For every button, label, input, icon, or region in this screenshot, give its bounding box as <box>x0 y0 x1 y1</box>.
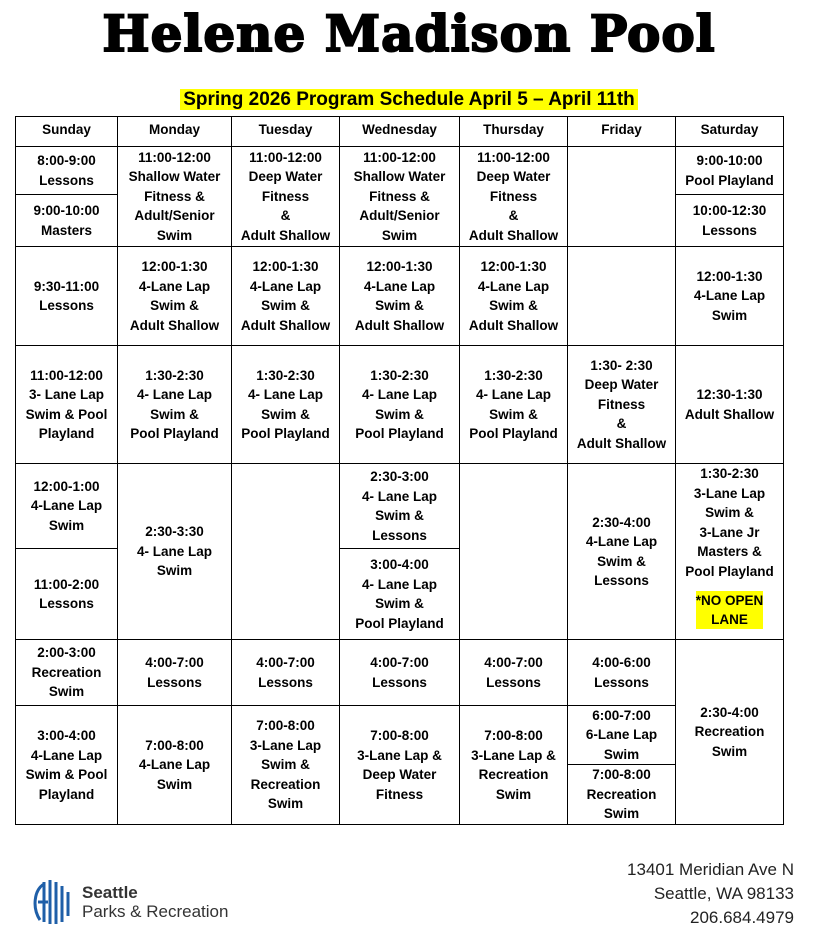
schedule-cell: 12:00-1:30 4-Lane Lap Swim & Adult Shallow <box>232 247 339 345</box>
address-block <box>627 858 794 930</box>
no-open-lane-note: *NO OPEN LANE <box>695 593 764 627</box>
schedule-cell: 4:00-7:00 Lessons <box>460 640 567 705</box>
schedule-cell: 12:00-1:30 4-Lane Lap Swim <box>676 247 783 345</box>
schedule-table <box>15 116 784 825</box>
schedule-cell: 11:00-12:00 Shallow Water Fitness & Adult/Senior Swim <box>340 147 459 246</box>
schedule-cell: 4:00-7:00 Lessons <box>340 640 459 705</box>
schedule-cell: 11:00-12:00 3- Lane Lap Swim & Pool Playland <box>16 346 117 463</box>
schedule-cell: 2:30-4:00 Recreation Swim <box>676 640 783 824</box>
schedule-cell: 6:00-7:00 6-Lane Lap Swim <box>568 706 675 764</box>
header-tuesday: Tuesday <box>232 117 339 146</box>
schedule-cell: 4:00-7:00 Lessons <box>232 640 339 705</box>
schedule-cell: 2:30-4:00 4-Lane Lap Swim & Lessons <box>568 464 675 639</box>
header-friday: Friday <box>568 117 675 146</box>
schedule-cell: 4:00-6:00 Lessons <box>568 640 675 705</box>
schedule-cell: 2:00-3:00 Recreation Swim <box>16 640 117 705</box>
phone-number: 206.684.4979 <box>690 908 794 927</box>
schedule-cell: 12:00-1:30 4-Lane Lap Swim & Adult Shallow <box>460 247 567 345</box>
empty-cell <box>460 464 567 639</box>
schedule-cell: 1:30-2:30 4- Lane Lap Swim & Pool Playland <box>232 346 339 463</box>
schedule-cell: 9:30-11:00 Lessons <box>16 247 117 345</box>
schedule-cell-with-note <box>676 464 783 639</box>
schedule-cell: 1:30-2:30 4- Lane Lap Swim & Pool Playland <box>340 346 459 463</box>
schedule-subtitle: Spring 2026 Program Schedule April 5 – April 11th <box>0 89 818 111</box>
header-saturday: Saturday <box>676 117 783 146</box>
schedule-cell: 7:00-8:00 3-Lane Lap & Recreation Swim <box>460 706 567 824</box>
schedule-cell: 8:00-9:00 Lessons <box>16 147 117 194</box>
schedule-cell: 12:00-1:00 4-Lane Lap Swim <box>16 464 117 548</box>
empty-cell <box>568 147 675 246</box>
schedule-cell: 2:30-3:00 4- Lane Lap Swim & Lessons <box>340 464 459 548</box>
empty-cell <box>568 247 675 345</box>
header-wednesday: Wednesday <box>340 117 459 146</box>
logo-line-2: Parks & Recreation <box>82 901 229 921</box>
schedule-cell: 3:00-4:00 4-Lane Lap Swim & Pool Playland <box>16 706 117 824</box>
schedule-cell: 1:30-2:30 4- Lane Lap Swim & Pool Playland <box>118 346 231 463</box>
schedule-cell: 12:00-1:30 4-Lane Lap Swim & Adult Shallow <box>340 247 459 345</box>
schedule-cell: 12:00-1:30 4-Lane Lap Swim & Adult Shallow <box>118 247 231 345</box>
logo-line-1: Seattle <box>82 882 138 902</box>
header-sunday: Sunday <box>16 117 117 146</box>
schedule-cell: 3:00-4:00 4- Lane Lap Swim & Pool Playland <box>340 549 459 639</box>
schedule-cell: 7:00-8:00 3-Lane Lap & Deep Water Fitness <box>340 706 459 824</box>
schedule-cell: 11:00-12:00 Shallow Water Fitness & Adult/Senior Swim <box>118 147 231 246</box>
schedule-cell: 10:00-12:30 Lessons <box>676 195 783 246</box>
schedule-cell: 7:00-8:00 3-Lane Lap Swim & Recreation Swim <box>232 706 339 824</box>
schedule-cell: 11:00-12:00 Deep Water Fitness & Adult Shallow <box>232 147 339 246</box>
schedule-cell: 11:00-12:00 Deep Water Fitness & Adult Shallow <box>460 147 567 246</box>
schedule-cell: 4:00-7:00 Lessons <box>118 640 231 705</box>
schedule-cell: 11:00-2:00 Lessons <box>16 549 117 639</box>
schedule-cell-text: 1:30-2:30 3-Lane Lap Swim & 3-Lane Jr Masters & Pool Playland <box>685 466 774 579</box>
schedule-cell: 9:00-10:00 Pool Playland <box>676 147 783 194</box>
schedule-cell: 12:30-1:30 Adult Shallow <box>676 346 783 463</box>
seattle-parks-logo-icon <box>30 878 74 926</box>
schedule-cell: 9:00-10:00 Masters <box>16 195 117 246</box>
schedule-cell: 1:30-2:30 4- Lane Lap Swim & Pool Playland <box>460 346 567 463</box>
schedule-cell: 1:30- 2:30 Deep Water Fitness & Adult Shallow <box>568 346 675 463</box>
empty-cell <box>232 464 339 639</box>
address-city: Seattle, WA 98133 <box>653 884 794 903</box>
schedule-cell: 7:00-8:00 Recreation Swim <box>568 765 675 824</box>
seattle-parks-logo <box>30 878 228 926</box>
address-street: 13401 Meridian Ave N <box>627 860 794 879</box>
page-title: Helene Madison Pool <box>102 4 716 63</box>
header-monday: Monday <box>118 117 231 146</box>
header-thursday: Thursday <box>460 117 567 146</box>
schedule-cell: 2:30-3:30 4- Lane Lap Swim <box>118 464 231 639</box>
schedule-cell: 7:00-8:00 4-Lane Lap Swim <box>118 706 231 824</box>
